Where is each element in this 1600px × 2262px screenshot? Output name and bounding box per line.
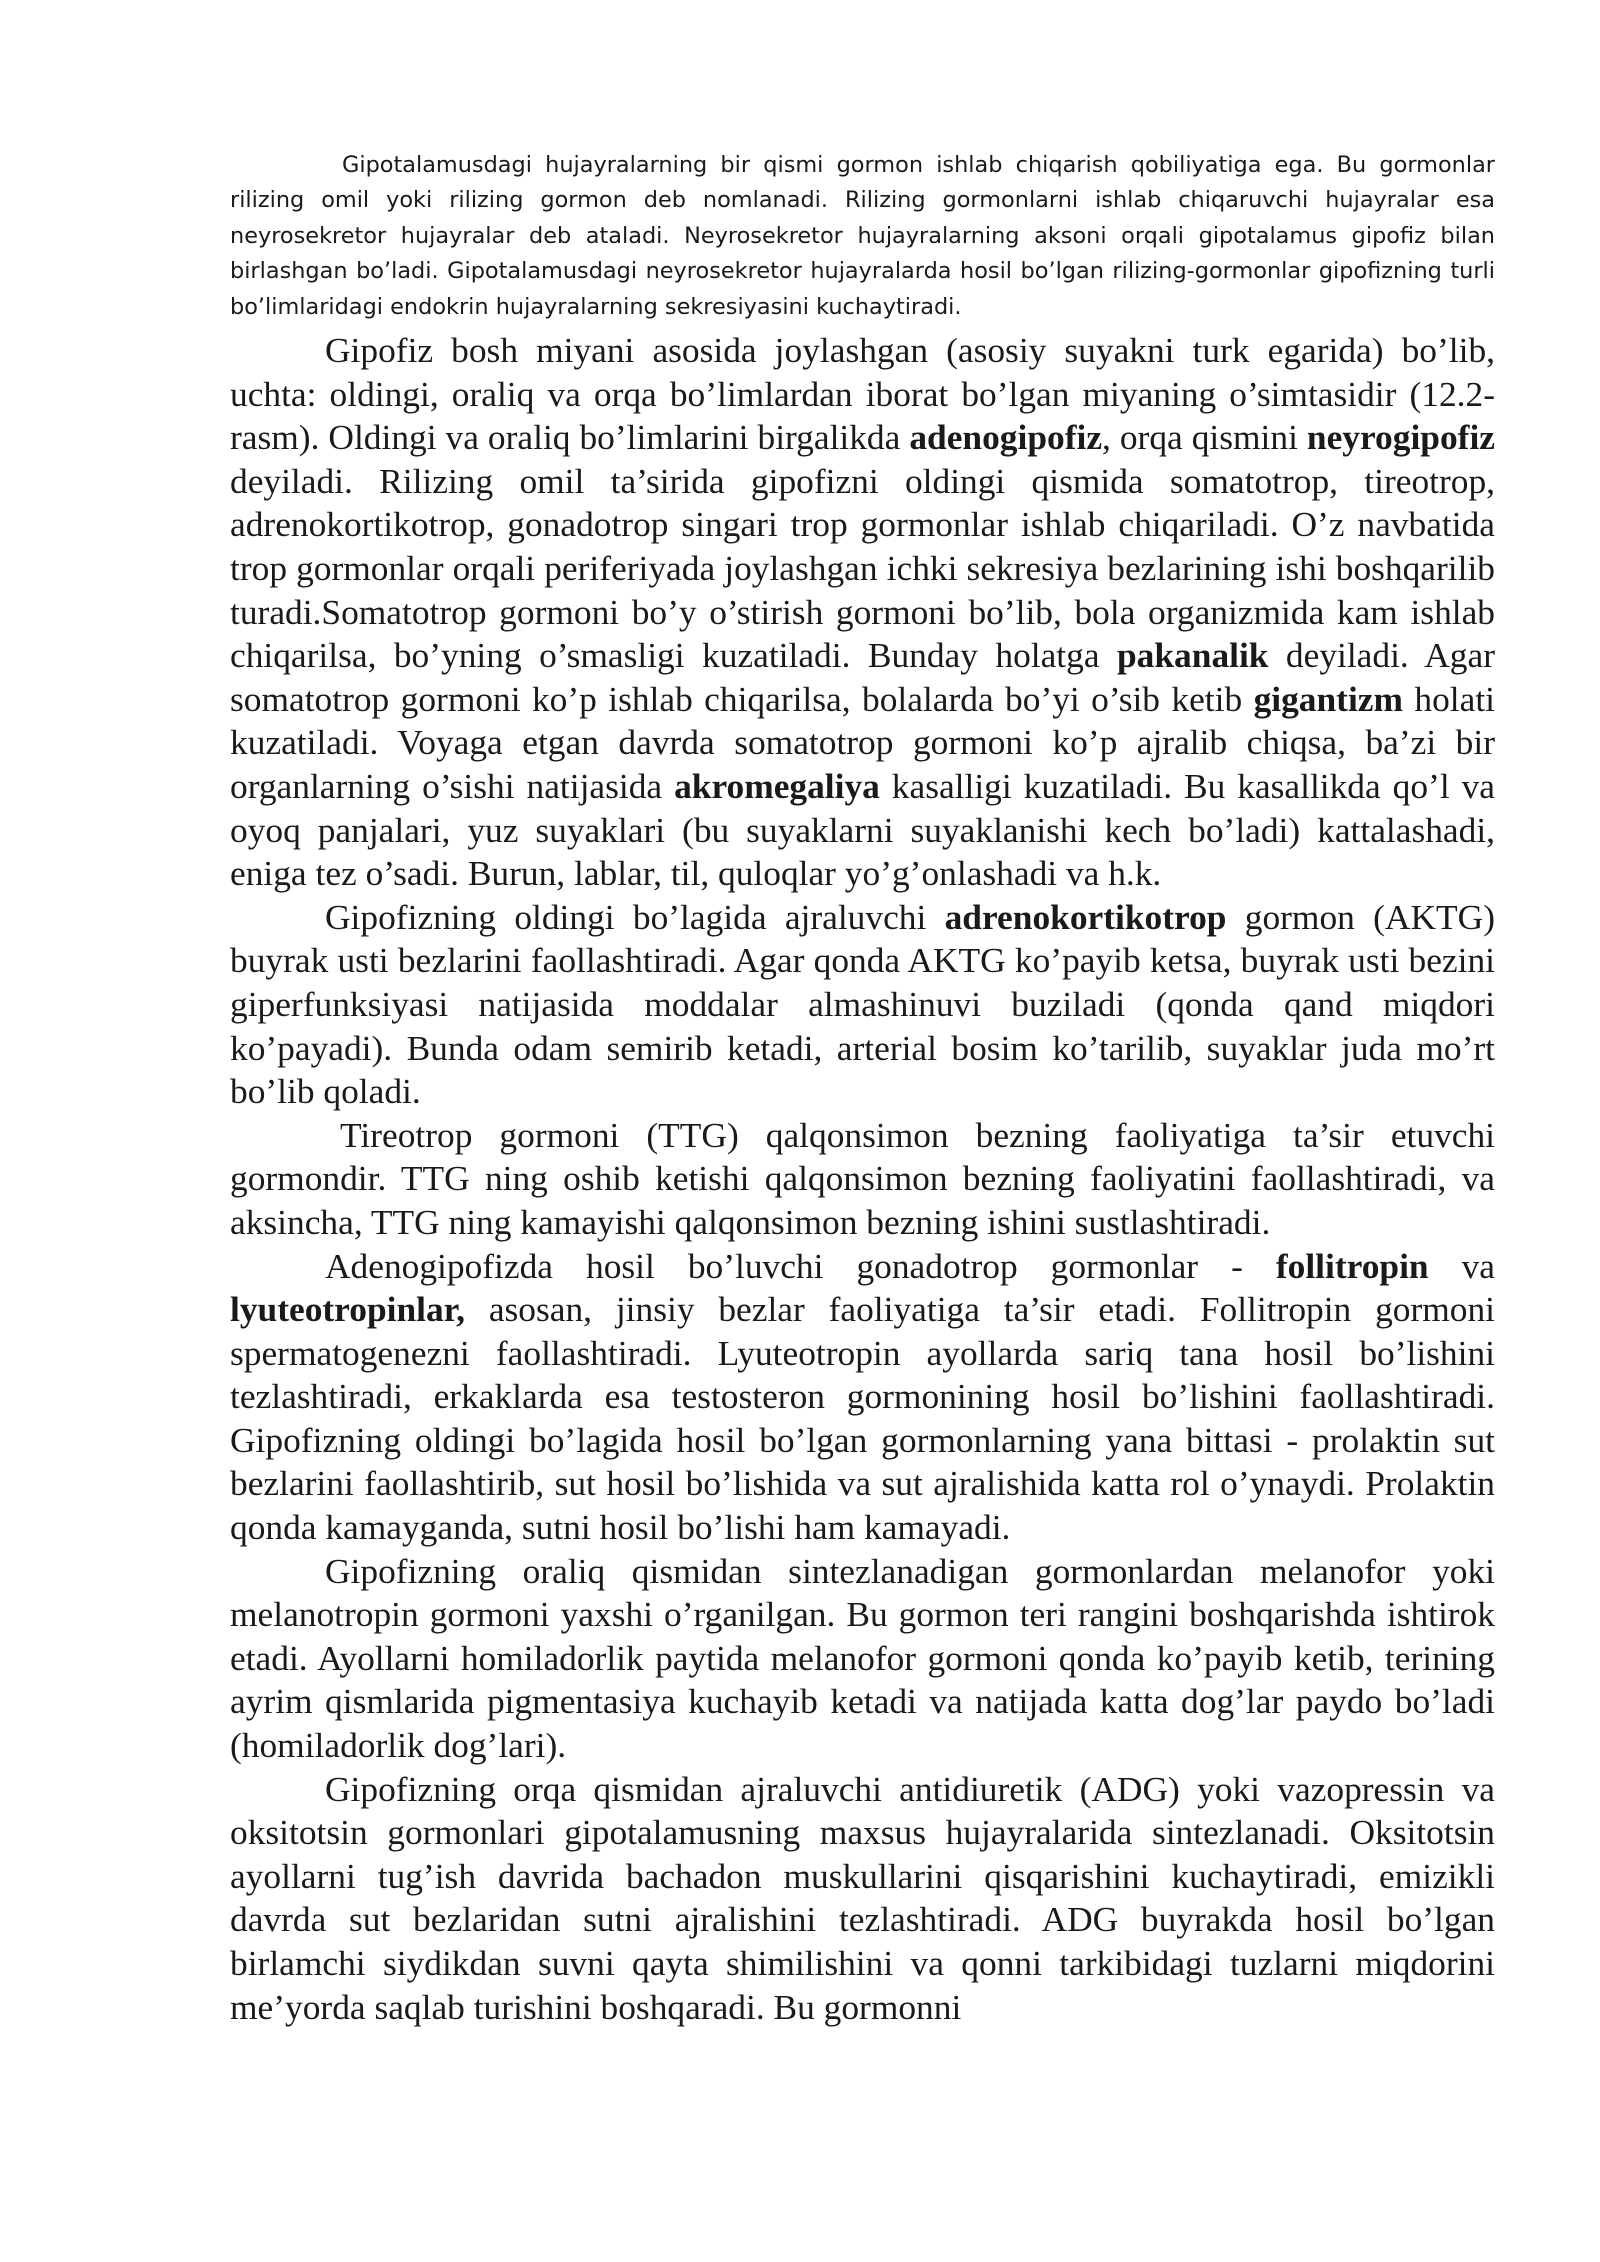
paragraph-ttg: Tireotrop gormoni (TTG) qalqonsimon bezning faoliyatiga ta’sir etuvchi gormondir. TTG ning oshib ketishi qalqonsimon bezning faoliyatini faollashtiradi, va aksincha, TTG ning kamayishi qalqonsimon bezning ishini sustlashtiradi.: [230, 1114, 1495, 1242]
text-run: Gipofizning oldingi bo’lagida ajraluvchi: [325, 896, 945, 937]
text-run: , orqa qismini: [1102, 417, 1307, 458]
text-run: asosan, jinsiy bezlar faoliyatiga ta’sir etadi. Follitropin gormoni spermatogenezni faollashtiradi. Lyuteotropin ayollarda sariq tana hosil bo’lishini tezlashtiradi, erkaklarda esa testosteron gormonining hosil bo’lishini faollashtiradi. Gipofizning oldingi bo’lagida hosil bo’lgan gormonlarning yana bittasi - prolaktin sut bezlarini faollashtirib, sut hosil bo’lishida va sut ajralishida katta rol o’ynaydi. Prolaktin qonda kamayganda, sutni hosil bo’lishi ham kamayadi.: [230, 1289, 1495, 1548]
term-follitropin: follitropin: [1275, 1245, 1429, 1286]
paragraph-adg: Gipofizning orqa qismidan ajraluvchi antidiuretik (ADG) yoki vazopressin va oksitotsin gormonlari gipotalamusning maxsus hujayralarida sintezlanadi. Oksitotsin ayollarni tug’ish davrida bachadon muskullarini qisqarishini kuchaytiradi, emizikli davrda sut bezlaridan sutni ajralishini tezlashtiradi. ADG buyrakda hosil bo’lgan birlamchi siydikdan suvni qayta shimilishini va qonni tarkibidagi tuzlarni miqdorini me’yorda saqlab turishini boshqaradi. Bu gormonni: [230, 1768, 1495, 2027]
paragraph-gipofiz: [230, 329, 1495, 896]
term-neyrogipofiz: neyrogipofiz: [1306, 417, 1495, 458]
document-page: [230, 148, 1495, 2029]
term-adenogipofiz: adenogipofiz: [909, 417, 1103, 458]
text-run: Gipofiz bosh miyani asosida joylashgan (asosiy suyakni turk egarida) bo’lib, uchta: oldingi, oraliq va orqa bo’limlardan iborat bo’lgan miyaning o’simtasidir (12.2-rasm). Oldingi va oraliq bo’limlarini birgalikda: [230, 330, 1495, 458]
intro-paragraph: Gipotalamusdagi hujayralarning bir qismi gormon ishlab chiqarish qobiliyatiga ega. Bu gormonlar rilizing omil yoki rilizing gormon deb nomlanadi. Rilizing gormonlarni ishlab chiqaruvchi hujayralar esa neyrosekretor hujayralar deb ataladi. Neyrosekretor hujayralarning aksoni orqali gipotalamus gipofiz bilan birlashgan bo’ladi. Gipotalamusdagi neyrosekretor hujayralarda hosil bo’lgan rilizing-gormonlar gipofizning turli bo’limlaridagi endokrin hujayralarning sekresiyasini kuchaytiradi.: [230, 152, 1495, 320]
text-run: Adenogipofizda hosil bo’luvchi gonadotrop gormonlar -: [325, 1245, 1276, 1286]
text-run: gormon (AKTG) buyrak usti bezlarini faollashtiradi. Agar qonda AKTG ko’payib ketsa, buyrak usti bezini giperfunksiyasi natijasida moddalar almashinuvi buziladi (qonda qand miqdori ko’payadi). Bunda odam semirib ketadi, arterial bosim ko’tarilib, suyaklar juda mo’rt bo’lib qoladi.: [230, 896, 1496, 1112]
term-akromegaliya: akromegaliya: [674, 765, 880, 806]
term-gigantizm: gigantizm: [1253, 678, 1403, 719]
text-run: kasalligi kuzatiladi. Bu kasallikda qo’l va oyoq panjalari, yuz suyaklari (bu suyaklarni suyaklanishi kech bo’ladi) kattalashadi, eniga tez o’sadi. Burun, lablar, til, quloqlar yo’g’onlashadi va h.k.: [230, 765, 1496, 894]
text-run: deyiladi. Agar somatotrop gormoni ko’p ishlab chiqarilsa, bolalarda bo’yi o’sib ketib: [230, 635, 1496, 719]
text-run: deyiladi. Rilizing omil ta’sirida gipofizni oldingi qismida somatotrop, tireotrop, adrenokortikotrop, gonadotrop singari trop gormonlar ishlab chiqariladi. O’z navbatida trop gormonlar orqali periferiyada joylashgan ichki sekresiya bezlarining ishi boshqarilib turadi.Somatotrop gormoni bo’y o’stirish gormoni bo’lib, bola organizmida kam ishlab chiqarilsa, bo’yning o’smasligi kuzatiladi. Bunday holatga: [230, 460, 1495, 676]
text-run: va: [1428, 1245, 1495, 1286]
paragraph-melanotropin: Gipofizning oraliq qismidan sintezlanadigan gormonlardan melanofor yoki melanotropin gormoni yaxshi o’rganilgan. Bu gormon teri rangini boshqarishda ishtirok etadi. Ayollarni homiladorlik paytida melanofor gormoni qonda ko’payib ketib, terining ayrim qismlarida pigmentasiya kuchayib ketadi va natijada katta dog’lar paydo bo’ladi (homiladorlik dog’lari).: [230, 1550, 1495, 1766]
paragraph-gonadotrop: [230, 1245, 1495, 1550]
text-run: holati kuzatiladi. Voyaga etgan davrda somatotrop gormoni ko’p ajralib chiqsa, ba’zi bir organlarning o’sishi natijasida: [230, 678, 1495, 806]
term-pakanalik: pakanalik: [1117, 635, 1269, 676]
term-adrenokortikotrop: adrenokortikotrop: [944, 896, 1227, 937]
paragraph-aktg: [230, 896, 1495, 1114]
term-lyuteotropinlar: lyuteotropinlar,: [230, 1289, 465, 1330]
